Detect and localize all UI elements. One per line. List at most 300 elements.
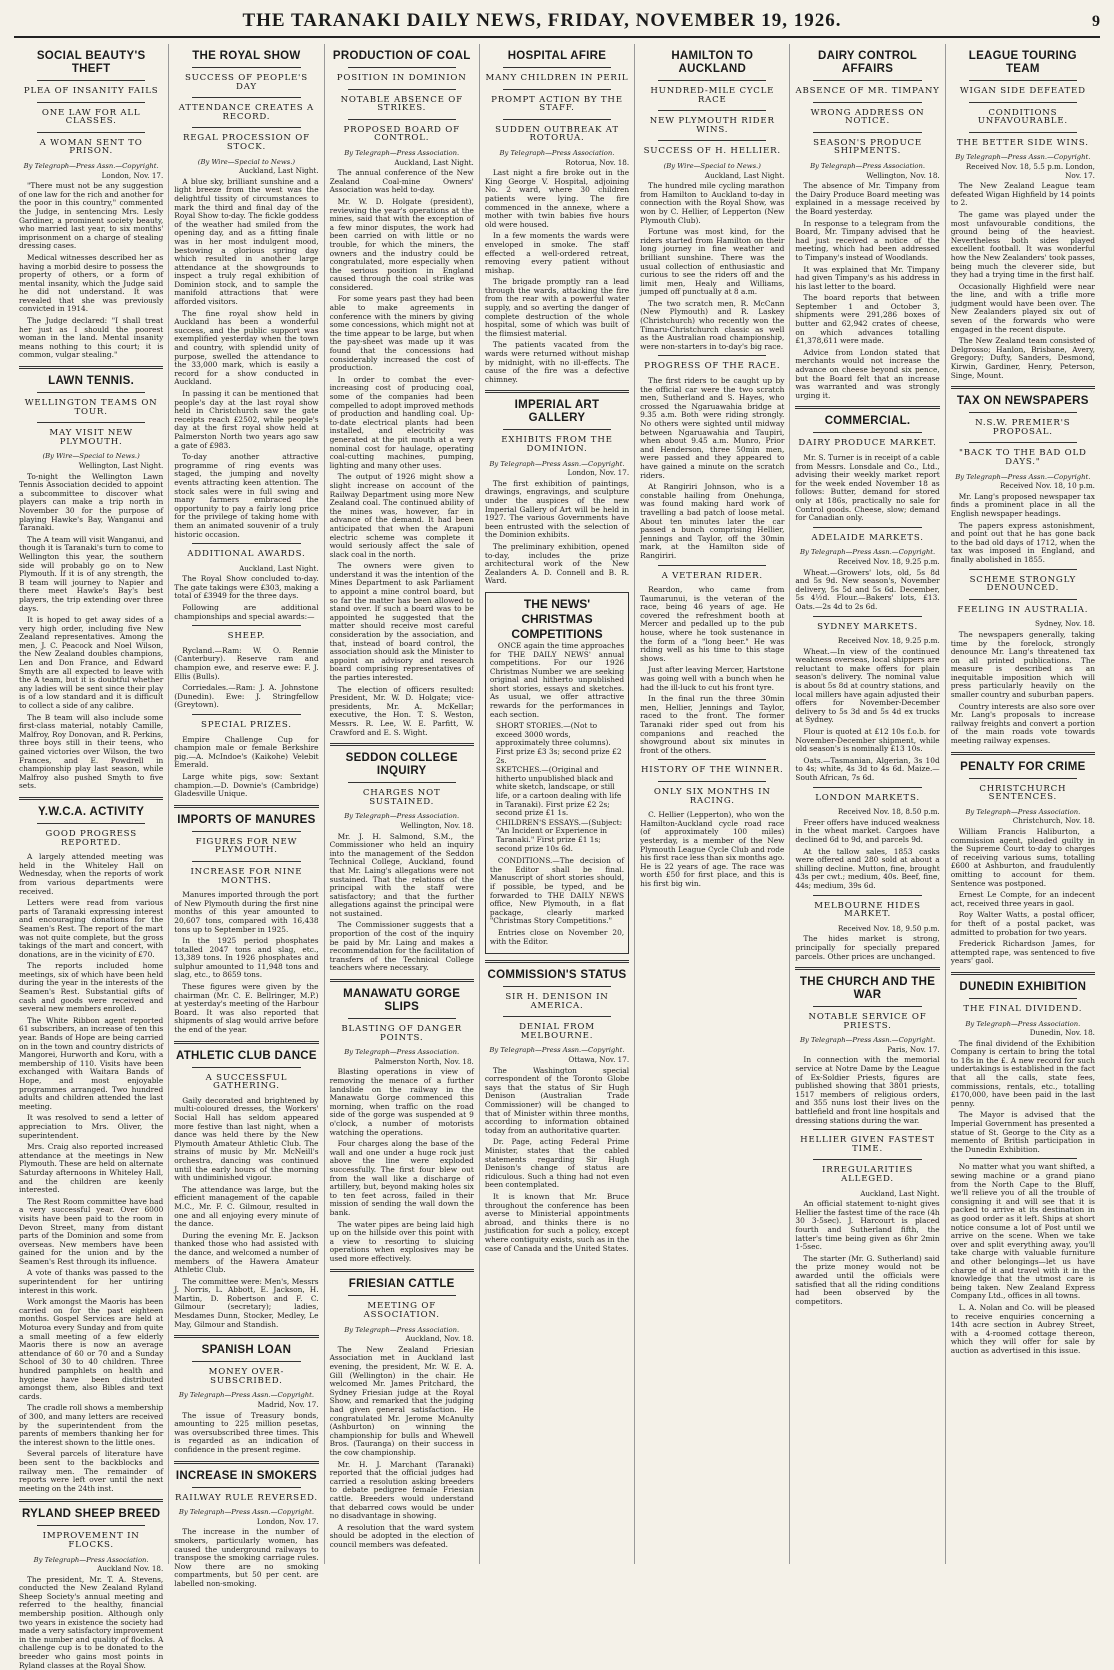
article-dateline: (By Wire—Special to News.) — [42, 452, 140, 461]
divider — [348, 89, 456, 90]
article-subhead: ATTENDANCE CREATES A RECORD. — [178, 103, 315, 122]
divider — [192, 97, 300, 98]
article-paragraph: Corriedales.—Ram: J. A. Johnstone (Dunedin). Ewe: J. Stringfellow (Greytown). — [174, 683, 319, 710]
article-paragraph: Oats.—Tasmanian, Algerian, 3s 10d to 4s; white, 4s 3d to 4s 6d. Maize.—South African, 7s 6d. — [795, 755, 940, 782]
article — [174, 1335, 318, 1454]
divider — [969, 442, 1077, 443]
article — [795, 967, 939, 1125]
article-dateline: (By Wire—Special to News.) — [197, 157, 296, 166]
divider — [813, 616, 921, 617]
article-paragraph: The cradle roll shows a membership of 300, and many letters are received by the superintendent from the parents of members thanking her for the interest shown to the little ones. — [19, 1403, 164, 1447]
article-headline: THE CHURCH AND THE WAR — [799, 976, 936, 1002]
article — [19, 797, 163, 1493]
article-paragraph: The hides market is strong, principally for specially prepared parcels. Other prices are unchanged. — [795, 934, 940, 961]
article-place: Christchurch, Nov. 18. — [1012, 816, 1095, 826]
article — [174, 543, 318, 621]
article-paragraph: The White Ribbon agent reported 61 subscribers, an increase of ten this year. Bands of Hope are being carried on in the town and country districts of Mangorei, Hurworth and Koru, with a membership of 110. Visits have been exchanged with Waitara Bands of Hope, and most enjoyable programmes arranged. Two hundred adults and children attended the last meeting. — [19, 1015, 164, 1111]
article-dateline: By Telegraph—Press Assn.—Copyright. — [489, 1046, 625, 1055]
divider — [503, 1016, 611, 1017]
article-subhead: SUCCESS OF PEOPLE'S DAY — [184, 73, 308, 92]
article-subhead: A SUCCESSFUL GATHERING. — [205, 1072, 288, 1092]
double-rule — [19, 797, 163, 800]
article-paragraph: The committee were: Men's, Messrs J. Norris, L. Abbott, E. Jackson, H. Martin, D. Robertson and F. C. Gilmour (secretary); ladies, Mesdames Dunn, Stocker, Medley, Le May, Gilmour and Standish. — [174, 1276, 319, 1329]
article-subhead: SUCCESS OF H. HELLIER. — [643, 146, 781, 157]
article-paragraph: Medical witnesses described her as having a morbid desire to possess the property of others, or a form of mental insanity, which the Judge said he did not understand. It was revealed that she was previously convicted in 1914. — [19, 252, 164, 314]
article-headline: PENALTY FOR CRIME — [960, 760, 1086, 773]
divider — [658, 355, 766, 356]
article-subhead: PROMPT ACTION BY THE STAFF. — [491, 94, 623, 114]
article-subhead: SHEEP. — [227, 631, 266, 642]
article-subhead: WELLINGTON TEAMS ON TOUR. — [24, 398, 158, 417]
divider — [348, 119, 456, 120]
article-place: Auckland, Last Night. — [239, 563, 319, 573]
article-paragraph: At Rangiriri Johnson, who is a constable hailing from Onehunga, was found making hard work of travelling a bad patch of loose metal. About ten minutes later the car passed a bunch comprising Hellier, Jennings and Taylor, off the 30min mark, at the Hamilton side of Rangiriri. — [640, 482, 785, 560]
article-paragraph: Mr. H. J. Marchant (Taranaki) reported that the official judges had carried a resolution asking breeders to debate pedigree female Friesian cattle. Breeders would understand that debarred cows would be under no disadvantage in showing. — [329, 1459, 474, 1521]
double-rule — [174, 805, 318, 808]
divider — [969, 132, 1077, 133]
article-place: Rotorua, Nov. 18. — [565, 157, 630, 167]
article-paragraph: The New Zealand Friesian Association met in Auckland last evening, the president, Mr. W. E. A. Gill (Wellington) in the chair. He welcomed Mr. James Pritchard, the Sydney Friesian judge at the Royal Show, and remarked that the judging had given general satisfaction. He congratulated Mr. Jerome McAnulty (Ashburton) on winning the championship for bulls and Whewell Bros. (Tauranga) on their success in the cow championship. — [329, 1344, 474, 1457]
article-paragraph: Mrs. Craig also reported increased attendance at the meetings in New Plymouth. These are held on alternate Saturday afternoons in Whiteley Hall, and the children are keenly interested. — [19, 1142, 164, 1195]
article-subhead: ONE LAW FOR ALL CLASSES. — [41, 107, 141, 127]
divider — [348, 67, 456, 68]
article — [951, 386, 1095, 564]
article-place: Received Nov. 18, 5.5 p.m. London, Nov. 17. — [965, 161, 1095, 180]
article-subhead: PLEA OF INSANITY FAILS — [23, 86, 159, 96]
divider — [192, 714, 300, 715]
article-paragraph: Frederick Richardson James, for attempted rape, was sentenced to five years' gaol. — [950, 939, 1095, 966]
article-paragraph: Fortune was most kind, for the riders started from Hamilton on their long journey in fine weather and brilliant sunshine. There was the usual collection of enthusiastic and curious to see the riders off and the limit men, Healy and Williams, jumped off punctually at 8 a.m. — [640, 227, 785, 297]
competition-list — [490, 722, 624, 853]
article-subhead: INCREASE FOR NINE MONTHS. — [190, 866, 303, 886]
article — [795, 406, 939, 522]
article-paragraph: For some years past they had been able to make agreements in conference with the miners by giving some concessions, which might not at the time appear to be large, but when the pay-sheet was made up it was found that the concessions had considerably increased the cost of production. — [329, 294, 474, 373]
article-paragraph: The increase in the number of smokers, particularly women, has caused the underground railways to transpose the smoking carriage rules. Now there are no smoking compartments, but 50 per cent. are labelled non-smoking. — [174, 1527, 319, 1588]
article — [951, 50, 1095, 380]
article-headline: ATHLETIC CLUB DANCE — [175, 1049, 317, 1062]
article-place: Sydney, Nov. 18. — [1035, 619, 1095, 629]
article-headline: COMMISSION'S STATUS — [487, 969, 627, 982]
article-dateline: By Telegraph—Press Association. — [344, 1325, 460, 1334]
article-paragraph: Blasting operations in view of removing the menace of a further landslide on the railway in the Manawatu Gorge commenced this morning, when traffic on the road side of the gorge was suspended at 9 o'clock, a number of motorists watching the operations. — [329, 1067, 474, 1137]
article-paragraph: Empire Challenge Cup for champion male or female Berkshire pig.—A. McIndoe's (Kaikohe) Velebit Emerald. — [174, 734, 319, 770]
article-dateline: By Telegraph—Press Assn.—Copyright. — [178, 1391, 314, 1400]
article-paragraph: In connection with the memorial service at Notre Dame by the League of Ex-Soldier Priests, figures are published showing that 3801 priests, 1517 members of religious orders, and 355 nuns lost their lives on the battlefield and front line hospitals and dressing stations during the war. — [795, 1055, 940, 1125]
article-place: Received Nov. 18, 9.50 p.m. — [837, 923, 940, 933]
article-headline: THE ROYAL SHOW — [192, 50, 301, 62]
article-subhead: "BACK TO THE BAD OLD DAYS." — [958, 448, 1087, 467]
divider — [37, 422, 145, 423]
divider — [37, 823, 145, 824]
article — [795, 527, 939, 612]
masthead-title: THE TARANAKI DAILY NEWS, FRIDAY, NOVEMBER 19, 1926. — [242, 10, 842, 31]
article — [795, 50, 939, 400]
article-paragraph: The New Zealand League team defeated Wigan Highfield by 14 points to 2. — [950, 181, 1095, 208]
article-subhead: WRONG ADDRESS ON NOTICE. — [810, 107, 925, 127]
article-place: Auckland, Last Night. — [394, 157, 474, 167]
double-rule — [174, 1335, 318, 1338]
article-subhead: NEW PLYMOUTH RIDER WINS. — [649, 116, 775, 135]
article-headline: RYLAND SHEEP BREED — [21, 1508, 161, 1521]
article-paragraph: The newspapers generally, taking time by the forelock, strongly denounce Mr. Lang's threatened tax on all printed publications. The measure is described as an inequitable imposition which will press particularly heavily on the smaller country and suburban papers. — [950, 629, 1095, 700]
article-subhead: HUNDRED-MILE CYCLE RACE — [650, 86, 775, 105]
article-paragraph: The water pipes are being laid high up on the hillside over this point with a view to resorting to sluicing operations when explosives may be used more effectively. — [329, 1219, 474, 1263]
article-paragraph: The hundred mile cycling marathon from Hamilton to Auckland to-day in connection with the Royal Show, was won by C. Hellier, of Lepperton (New Plymouth Club). — [640, 181, 785, 225]
article-subhead: ADELAIDE MARKETS. — [811, 532, 924, 543]
article-paragraph: In the 1925 period phosphates totalled 2047 tons and slag, etc., 13,389 tons. In 1926 phosphates and sulphur amounted to 11,948 tons and slag, etc., to 8659 tons. — [174, 936, 319, 980]
article-headline: SEDDON COLLEGE INQUIRY — [345, 752, 458, 778]
article-dateline: By Telegraph—Press Assn.—Copyright. — [799, 548, 936, 557]
article-subhead: SUDDEN OUTBREAK AT ROTORUA. — [495, 124, 619, 144]
divider — [658, 110, 766, 111]
divider — [969, 778, 1077, 779]
article-subhead: PROGRESS OF THE RACE. — [644, 361, 781, 372]
article-paragraph: The B team will also include some first-class material, notably Camille, Malfroy, Roy Donovan, and R. Perkins, three boys still in their teens, who gained victories over Wilson, the two Frances, and E. Powdrell in championship play last season, while Malfroy also pushed Smyth to five sets. — [19, 712, 164, 791]
article-paragraph: The A team will visit Wanganui, and though it is Taranaki's turn to come to Wellington this year, the southern side will probably go on to New Plymouth. If it is of any strength, the B team will journey to Napier and there meet Hawke's Bay's best players, the trip extending over three days. — [19, 534, 164, 613]
columns — [14, 44, 1100, 1670]
article-subhead: SEASON'S PRODUCE SHIPMENTS. — [813, 137, 922, 157]
article-paragraph: Wheat.—Growers' lots, old, 5s 8d and 5s 9d. New season's, November delivery, 5s 5d and 5s 6d. December, 5s 4½d. Flour.—Bakers' lots, £13. Oats.—2s 4d to 2s 6d. — [795, 567, 940, 611]
article-headline: COMMERCIAL. — [824, 415, 911, 428]
article-headline: HAMILTON TO AUCKLAND — [671, 50, 754, 75]
column-4 — [480, 44, 635, 1564]
article-headline: SPANISH LOAN — [201, 1344, 292, 1357]
divider — [192, 127, 300, 128]
double-rule — [951, 386, 1095, 389]
article-place: Received Nov. 18, 9.25 p.m. — [837, 556, 940, 566]
article-dateline: By Telegraph—Press Assn.—Copyright. — [955, 472, 1091, 481]
article-paragraph: To-day another attractive programme of ring events was staged, the jumping and novelty events attracting keen attention. The stock sales were in full swing and many farmers embraced the opportunity to pay a fairly long price for the privilege of taking home with them an animated souvenir of a truly historic occasion. — [174, 452, 319, 539]
article-subhead: REGAL PROCESSION OF STOCK. — [182, 133, 310, 152]
article-paragraph: During the evening Mr. E. Jackson thanked those who had assisted with the dance, and welcomed a number of members of the Hawera Amateur Athletic Club. — [174, 1230, 319, 1275]
article-dateline: By Telegraph—Press Association. — [33, 1555, 149, 1564]
article-paragraph: The New Zealand team consisted of Delgrosso; Hanlon, Brisbane, Avery, Gregory; Dufty, Sanders, Desmond, Kirwin, Gardiner, Henry, Peterson, Singe, Mount. — [950, 336, 1095, 380]
article — [795, 616, 939, 783]
article-paragraph: A resolution that the ward system should be adopted in the election of council members was defeated. — [329, 1522, 474, 1549]
article-paragraph: It was resolved to send a letter of appreciation to Mrs. Oliver, the superintendent. — [19, 1113, 164, 1140]
article-paragraph: In a few moments the wards were enveloped in smoke. The staff effected a well-ordered retreat, removing every patient without mishap. — [484, 231, 630, 275]
article-paragraph: The two scratch men, R. McCann (New Plymouth) and R. Laskey (Christchurch) who recently won the Timaru-Christchurch classic as well as the Australian road championship, were non-starters in to-day's big race. — [640, 298, 785, 351]
double-rule — [951, 972, 1095, 975]
article-place: Received Nov. 18, 9.25 p.m. — [837, 636, 940, 646]
article — [19, 366, 163, 791]
divider — [813, 527, 921, 528]
divider — [192, 625, 300, 626]
double-rule — [174, 1461, 318, 1464]
article-headline: DAIRY CONTROL AFFAIRS — [817, 50, 918, 75]
article-subhead: POSITION IN DOMINION — [336, 73, 467, 83]
article-subhead: FIGURES FOR NEW PLYMOUTH. — [195, 836, 298, 856]
article-paragraph: Occasionally Highfield were near the line, and with a trifle more judgment would have been over. The New Zealanders played six out of seven of the forwards who were engaged in the recent dispute. — [950, 281, 1095, 334]
article-paragraph: In order to combat the ever-increasing cost of producing coal, some of the companies had been compelled to adopt improved methods of production and handling coal. Up-to-date electrical plants had been installed, and electricity was generated at the pit mouth at a very nominal cost for haulage, operating coal-cutting machines, pumping, lighting and many other uses. — [329, 374, 474, 470]
article — [951, 752, 1095, 966]
divider — [348, 782, 456, 783]
article-dateline: By Telegraph—Press Assn.—Copyright. — [23, 161, 159, 170]
article-dateline: By Telegraph—Press Association. — [965, 1019, 1081, 1028]
article — [330, 743, 474, 973]
divider — [37, 132, 145, 133]
article-paragraph: Gaily decorated and brightened by multi-coloured dresses, the Workers' Social Hall has seldom appeared more festive than last night, when a dance was held there by the New Plymouth Amateur Athletic Club. The strains of music by Mr. McNeill's orchestra, dancing was continued until the early hours of the morning with undiminished vigour. — [174, 1095, 319, 1183]
article — [19, 50, 163, 360]
article-subhead: MEETING OF ASSOCIATION. — [363, 1301, 440, 1321]
article-subhead: FEELING IN AUSTRALIA. — [957, 604, 1089, 615]
article-subhead: MANY CHILDREN IN PERIL — [485, 73, 629, 83]
article-subhead: N.S.W. PREMIER'S PROPOSAL. — [975, 418, 1071, 437]
article-paragraph: It is hoped to get away sides of a very high order, including five New Zealand representatives. Among the men, J. C. Peacock and Noel Wilson, the New Zealand doubles champions, Len and Don France, and Edward Smyth are all expected to leave with the A team, but it is doubtful whether any ladies will be sent since their play is of a low standard and it is difficult to collect a side of any calibre. — [19, 615, 164, 711]
divider — [969, 102, 1077, 103]
article-subhead: SIR H. DENISON IN AMERICA. — [505, 992, 609, 1011]
article-paragraph: The final dividend of the Exhibition Company is certain to bring the total to 18s in the £. A new record for such undertakings is established in the fact that all the calls, state fees, commissions, rentals, etc., totalling £170,000, have been paid in the last penny. — [950, 1038, 1095, 1108]
article-subhead: SPECIAL PRIZES. — [201, 720, 292, 730]
divider — [658, 759, 766, 760]
article-paragraph: Mr. S. Turner is in receipt of a cable from Messrs. Lonsdale and Co., Ltd., advising their weekly market report for the week ended November 18 as follows: Butter, demand for stored only at 186s, practically no sale for Control goods. Cheese, slow; demand for Canadian only. — [795, 453, 940, 523]
notice-text: No matter what you want shifted, a sewing machine or a grand piano from the North Cape to the Bluff, we'll relieve you of all the trouble of consigning it and will see that it is packed to arrive at its destination in as good order as it left. Ships at short notice consume a lot of Post until we arrive on the scene. When we take over and split everything away, you'll take charge with valuable furniture and other belongings—let us have charge of it and travel with it in the knowledge that the utmost care is being taken. New Zealand Express Company Ltd., offices in all towns. — [950, 1162, 1095, 1301]
article-paragraph: The fine royal show held in Auckland has been a wonderful success, and the public support was exemplified yesterday when the town and country, with splendid unity of purpose, swelled the attendance to the 33,000 mark, which is easily a record for a show conducted in Auckland. — [174, 308, 319, 387]
double-rule — [174, 1041, 318, 1044]
column-2 — [169, 44, 324, 1588]
competition-item: CHILDREN'S ESSAYS.—(Subject: "An Incident or Experience in Taranaki." First prize £1 1s; second prize 10s 6d. — [495, 817, 623, 853]
article-dateline: By Telegraph—Press Assn.—Copyright. — [178, 1508, 314, 1517]
article-subhead: EXHIBITS FROM THE DOMINION. — [501, 435, 613, 454]
article-paragraph: The Commissioner suggests that a proportion of the cost of the inquiry be paid by Mr. Laing and makes a recommendation for the facilitation of transfers of the Technical College teachers where necessary. — [329, 920, 474, 973]
divider — [348, 1018, 456, 1019]
article-paragraph: These figures were given by the chairman (Mr. C. E. Bellringer, M.P.) at yesterday's meeting of the Harbour Board. It was also reported that shipments of slag would arrive before the end of the year. — [174, 982, 319, 1035]
article-paragraph: "There must not be any suggestion of one law for the rich and another for the poor in this country," commented the Judge, in sentencing Mrs. Lesly Gardiner, a prominent society beauty, who married last year, to six months' imprisonment on a charge of stealing dressing cases. — [19, 181, 164, 251]
article-subhead: CONDITIONS UNFAVOURABLE. — [977, 107, 1068, 127]
notice-signature: L. A. Nolan and Co. will be pleased to receive enquiries concerning a 14th acre section in Aubrey Street, with a 4-roomed cottage thereon, which they will offer for sale by auction as advertised in this issue. — [950, 1302, 1095, 1355]
article-dateline: By Telegraph—Press Association. — [965, 807, 1081, 816]
article-subhead: HISTORY OF THE WINNER. — [641, 765, 784, 776]
article-place: Ottawa, Nov. 17. — [568, 1055, 630, 1065]
divider — [658, 565, 766, 566]
divider — [813, 895, 921, 896]
article-headline: FRIESIAN CATTLE — [348, 1278, 455, 1291]
article — [640, 759, 784, 888]
article-subhead: DAIRY PRODUCE MARKET. — [798, 438, 937, 449]
article-subhead: CHRISTCHURCH SENTENCES. — [979, 783, 1067, 803]
double-rule — [19, 1499, 163, 1502]
article-place: London, Nov. 17. — [256, 1516, 319, 1526]
article-paragraph: To-night the Wellington Lawn Tennis Association decided to appoint a subcommittee to discover what players can make a trip north in November 30 for the purpose of playing Hawke's Bay, Wanganui and Taranaki. — [19, 471, 164, 533]
double-rule — [330, 743, 474, 746]
article-paragraph: Freer offers have induced weakness in the wheat market. Cargoes have declined 6d to 9d, and parcels 9d. — [795, 817, 940, 844]
article-headline: TAX ON NEWSPAPERS — [956, 395, 1089, 408]
article-subhead: A WOMAN SENT TO PRISON. — [39, 137, 143, 157]
article-paragraph: The election of officers resulted: President, Mr. W. D. Holgate; vice-presidents, Mr. A. McKellar; executive, the Hon. T. S. Weston, Messrs. R. Lee, W. E. Parfitt, W. Crawford and E. S. Wight. — [329, 684, 474, 737]
article-paragraph: The preliminary exhibition, opened to-day, includes the prize architectural work of the New Zealanders A. D. Connell and B. R. Ward. — [484, 541, 630, 586]
article-paragraph: Just after leaving Mercer, Hartstone was going well with a bunch when he had the ill-luck to cut his front tyre. — [640, 665, 785, 692]
article-place: Auckland, Last Night. — [704, 170, 785, 180]
double-rule — [19, 366, 163, 369]
divider — [37, 1525, 145, 1526]
double-rule — [795, 967, 939, 970]
article — [174, 1461, 318, 1589]
article-paragraph: The Mayor is advised that the Imperial Government has presented a statue of St. George to the City as a memento of British participation in the Dunedin Exhibition. — [950, 1110, 1095, 1154]
divider — [503, 429, 611, 430]
article-subhead: NOTABLE ABSENCE OF STRIKES. — [340, 94, 463, 114]
article — [330, 50, 474, 737]
article-paragraph: The owners were given to understand it was the intention of the Mines Department to ask Parliament to appoint a mine control board, but so far the matter has been allowed to stand over. If such a board was to be appointed he suggested that the matter should receive most careful consideration by the association, and that, instead of board control, the association should ask the Minister to appoint an advisory and research board comprising representatives of the parties interested. — [329, 561, 474, 682]
article-paragraph: Several parcels of literature have been sent to the backblocks and railway men. The remainder of reports were left over until the next meeting on the 24th inst. — [19, 1449, 164, 1493]
divider — [658, 80, 766, 81]
article-place: Auckland Nov. 18. — [97, 1564, 164, 1574]
article-place: Palmerston North, Nov. 18. — [374, 1056, 474, 1066]
article-paragraph: The reports included home meetings, six of which have been held during the year in the interests of the Seamen's Rest. Substantial gifts of cash and goods were received and several new members enrolled. — [19, 961, 164, 1014]
divider — [503, 89, 611, 90]
article — [951, 569, 1095, 746]
article-headline: LEAGUE TOURING TEAM — [968, 50, 1077, 75]
article-paragraph: Country interests are also sore over Mr. Lang's proposals to increase railway freights and convert a portion of the main roads vote towards meeting railway expenses. — [950, 701, 1095, 746]
article-subhead: SYDNEY MARKETS. — [817, 621, 918, 632]
article-paragraph: Dr. Page, acting Federal Prime Minister, states that the cabled statements regarding Sir Hugh Denison's change of status are ridiculous. Such a thing had not even been contemplated. — [484, 1137, 630, 1190]
divider — [37, 80, 145, 81]
article-paragraph: The starter (Mr. G. Sutherland) said the prize money would not be awarded until the officials were satisfied that all the riding conditions had been observed by the competitors. — [795, 1253, 940, 1306]
double-rule — [795, 406, 939, 409]
article-paragraph: The patients vacated from the wards were returned without mishap by midnight, with no ill-effects. The cause of the fire was a defective chimney. — [484, 340, 630, 384]
divider — [503, 67, 611, 68]
divider — [813, 80, 921, 81]
divider — [813, 102, 921, 103]
divider — [192, 861, 300, 862]
article-paragraph: Mr. J. H. Salmond, S.M., the Commissioner who held an inquiry into the management of the Seddon Technical College, Auckland, found that Mr. Laing's allegations were not sustained. That the relations of the principal with the staff were satisfactory; and that the further allegations against the principal were not sustained. — [329, 831, 474, 918]
article-subhead: RAILWAY RULE REVERSED. — [174, 1492, 318, 1503]
article — [485, 50, 629, 384]
article-paragraph: Letters were read from various parts of Taranaki expressing interest and encouraging donations for the Seamen's Rest. The report of the mart was not quite complete, but the gross takings of the mart and concert, with donations, are in the vicinity of £70. — [19, 898, 164, 959]
article-paragraph: It is known that Mr. Bruce throughout the conference has been averse to Ministerial appointments abroad, and thinks there is no justification for such a policy, except where contiguity exists, such as in the case of Canada and the United States. — [484, 1191, 630, 1253]
article-paragraph: It was explained that Mr. Timpany had given Timpany's as his address in his last letter to the board. — [795, 264, 940, 291]
article-subhead: CHARGES NOT SUSTAINED. — [362, 788, 441, 807]
article-paragraph: Mr. W. D. Holgate (president), reviewing the year's operations at the mines, said that with the exception of a few minor disputes, the work had been carried on with little or no trouble, for which the miners, the owners and the industry could be congratulated, more especially when the serious position in England caused through the coal strike was considered. — [329, 196, 474, 292]
article-headline: DUNEDIN EXHIBITION — [959, 980, 1087, 993]
article-paragraph: In response to a telegram from the Board, Mr. Timpany advised that he had just received a notice of the meeting, which had been addressed to Timpany's instead of Woodlands. — [795, 218, 940, 262]
article-paragraph: A largely attended meeting was held in the Whiteley Hall on Wednesday, when the reports of work from various departments were received. — [19, 852, 164, 896]
article-place: Auckland, Last Night. — [860, 1188, 940, 1198]
article — [174, 1041, 318, 1330]
divider — [969, 412, 1077, 413]
article-paragraph: The papers express astonishment, and point out that he has gone back to the bad old days of 1712, when the tax was imposed in England, and finally abolished in 1855. — [950, 520, 1095, 564]
divider — [969, 599, 1077, 600]
article-paragraph: The Rest Room committee have had a very successful year. Over 6000 visits have been paid to the room in Devon Street, many from distant parts of the Dominion and some from overseas. New members have been gained for the union and by the Seamen's Rest through its influence. — [19, 1196, 164, 1266]
article-paragraph: The issue of Treasury bonds, amounting to 225 million pesetas, was oversubscribed three times. This is regarded as an indication of confidence in the present regime. — [174, 1410, 319, 1454]
divider — [969, 569, 1077, 570]
article — [174, 50, 318, 539]
article-headline: LAWN TENNIS. — [48, 375, 135, 388]
article-paragraph: At the tallow sales, 1853 casks were offered and 280 sold at about a shilling decline. Mutton, fine, brought 43s per cwt.; medium, 40s. Beef, fine, 44s; medium, 39s 6d. — [795, 846, 940, 890]
article-paragraph: The attendance was large, but the efficient management of the capable M.C., Mr. F. C. Gilmour, resulted in one and all enjoying every minute of the dance. — [174, 1184, 319, 1229]
article-dateline: By Telegraph—Press Assn.—Copyright. — [489, 459, 625, 468]
competition-item: SHORT STORIES.—(Not to exceed 3000 words, approximately three columns). First prize £3 3s; second prize £2 2s. — [495, 721, 622, 765]
article-subhead: GOOD PROGRESS REPORTED. — [45, 828, 137, 848]
article-subhead: HELLIER GIVEN FASTEST TIME. — [800, 1135, 935, 1154]
column-3 — [325, 44, 480, 1564]
divider — [192, 1487, 300, 1488]
article — [795, 1129, 939, 1306]
divider — [658, 781, 766, 782]
article-place: Received Nov. 18, 8.50 p.m. — [837, 807, 940, 817]
article-paragraph: Roy Walter Watts, a postal officer, for theft of a postal packet, was admitted to probation for two years. — [950, 910, 1095, 937]
competition-intro: ONCE again the time approaches for THE DAILY NEWS' annual competitions. For our 1926 Christmas Number we are seeking original and hitherto unpublished short stories, essays and sketches. As usual, we offer attractive rewards for the performances in each section. — [489, 640, 625, 719]
article-subhead: THE FINAL DIVIDEND. — [963, 1003, 1083, 1014]
article-subhead: THE BETTER SIDE WINS. — [956, 137, 1089, 148]
article-subhead: SCHEME STRONGLY DENOUNCED. — [969, 574, 1077, 594]
divider — [969, 1158, 1077, 1159]
article-paragraph: Following are additional championships and special awards:— — [174, 603, 319, 621]
article-subhead: WIGAN SIDE DEFEATED — [959, 86, 1086, 96]
article-headline: Y.W.C.A. ACTIVITY — [38, 805, 145, 818]
article-paragraph: The game was played under the most unfavourable conditions, the ground being of the heaviest. Nevertheless both sides played excellent football. It was wonderful how the New Zealanders' took passes, being much the cleverer side, but they had a trying time in the first half. — [950, 209, 1095, 280]
article-paragraph: An official statement to-night gives Hellier the fastest time of the race (4h 30 3-5sec). J. Harcourt is placed fourth and Sutherland fifth, the latter's time being given as 6hr 2min 1-5sec. — [795, 1199, 940, 1252]
article-paragraph: In the final run the three 30min men, Hellier, Jennings and Taylor, raced to the front. The former Taranaki rider sped out from his companions and reached the showground about six minutes in front of the others. — [640, 694, 785, 755]
double-rule — [485, 960, 629, 963]
article-paragraph: The Royal Show concluded to-day. The gate takings were £303, making a total of £3949 for the three days. — [174, 574, 319, 601]
article-place: Dunedin, Nov. 18. — [1029, 1028, 1095, 1038]
article-paragraph: The Judge declared: "I shall treat her just as I should the poorest woman in the land. Mental insanity means nothing to this court; it is common, vulgar stealing." — [19, 316, 164, 360]
article-place: Wellington, Nov. 18. — [400, 820, 474, 830]
double-rule — [330, 979, 474, 982]
article — [330, 979, 474, 1263]
article-paragraph: Mr. Lang's proposed newspaper tax finds a prominent place in all the English newspaper headings. — [950, 491, 1095, 518]
article-place: Madrid, Nov. 17. — [257, 1400, 319, 1410]
article-place: Received Nov. 18, 10 p.m. — [1000, 481, 1095, 491]
article-paragraph: Rycland.—Ram: W. O. Rennie (Canterbury). Reserve ram and champion ewe, and reserve ewe: F. J. Ellis (Bulls). — [174, 645, 319, 681]
article-place: Auckland, Last Night. — [239, 166, 319, 176]
divider — [37, 102, 145, 103]
article-dateline: By Telegraph—Press Assn.—Copyright. — [799, 1036, 936, 1045]
page-number: 9 — [1092, 13, 1100, 30]
article-paragraph: In passing it can be mentioned that people's day at the last royal show held in Christchurch saw the gate receipts reach £2502, while people's day at the first royal show held at Palmerston North two years ago saw a gate of £983. — [174, 389, 319, 450]
divider — [813, 432, 921, 433]
column-6 — [790, 44, 945, 1564]
article-headline: IMPERIAL ART GALLERY — [514, 399, 600, 425]
article-place: Wellington, Nov. 18. — [866, 170, 940, 180]
article-subhead: ONLY SIX MONTHS IN RACING. — [653, 786, 771, 806]
article-dateline: By Telegraph—Press Association. — [344, 148, 460, 157]
divider — [192, 67, 300, 68]
article-paragraph: The output of 1926 might show a slight increase on account of the Railway Department using more New Zealand coal. The continued ability of the mines was, however, far in advance of the demand. It had been anticipated that when the Arapuni electric scheme was complete it would seriously affect the sale of slack coal in the north. — [329, 472, 474, 559]
article-subhead: IMPROVEMENT IN FLOCKS. — [42, 1531, 140, 1550]
divider — [348, 1295, 456, 1296]
article — [795, 895, 939, 962]
divider — [37, 392, 145, 393]
article — [640, 565, 784, 756]
article-place: Auckland, Nov. 18. — [405, 1334, 474, 1344]
divider — [503, 119, 611, 120]
divider — [503, 986, 611, 987]
article-headline: INCREASE IN SMOKERS — [175, 1469, 317, 1482]
divider — [813, 1159, 921, 1160]
article-dateline: (By Wire—Special to News.) — [663, 161, 761, 170]
article-paragraph: A vote of thanks was passed to the superintendent for her untiring interest in this work. — [19, 1268, 164, 1295]
competition-closing: Entries close on November 20, with the Editor. — [489, 927, 625, 946]
article-paragraph: The board reports that between September 1 and October 3, shipments were 291,286 boxes of butter and 62,942 crates of cheese, on which advances totalling £1,378,611 were made. — [795, 293, 940, 346]
article-dateline: By Telegraph—Press Association. — [344, 1048, 460, 1057]
divider — [969, 80, 1077, 81]
article-paragraph: The brigade promptly ran a lead through the wards, attacking the fire from the rear with a powerful water supply, and so averting the danger of complete destruction of the whole hospital, some of which was built of the flimsiest material. — [484, 277, 630, 338]
double-rule — [485, 390, 629, 393]
article-paragraph: A blue sky, brilliant sunshine and a light breeze from the west was the delightful tissity of circumstances to mark the third and final day of the Royal Show to-day. The fickle goddess of the weather had smiled from the opening day, and as a fitting finale was in her most indulgent mood, bestowing a glorious spring day which resulted in another large attendance at the showgrounds to inspect a truly regal exhibition of Dominion stock, and to sample the manifold attractions that were afforded visitors. — [174, 176, 319, 307]
article-place: London, Nov. 17. — [567, 468, 630, 478]
article-paragraph: Ernest Le Compte, for an indecent act, received three years in gaol. — [950, 890, 1095, 908]
article-paragraph: Wheat.—In view of the continued weakness overseas, local shippers are reluctant to make offers for plain season's delivery. The nominal value is about 5s 8d at country stations, and local millers have again adjusted their offers for November-December delivery to 5s 3d and 5s 4d ex trucks at Sydney. — [795, 646, 940, 725]
article-subhead: MAY VISIT NEW PLYMOUTH. — [49, 428, 133, 447]
article-subhead: ADDITIONAL AWARDS. — [187, 549, 306, 560]
divider — [813, 1006, 921, 1007]
divider — [192, 831, 300, 832]
article-subhead: ABSENCE OF MR. TIMPANY — [795, 86, 940, 96]
article-dateline: By Telegraph—Press Association. — [810, 161, 926, 170]
article — [951, 972, 1095, 1155]
article-paragraph: Last night a fire broke out in the King George V. Hospital, adjoining No. 2 ward, where 30 children patients were lying. The fire commenced in the annexe, where a mother with twin babies five hours old were housed. — [484, 168, 630, 229]
